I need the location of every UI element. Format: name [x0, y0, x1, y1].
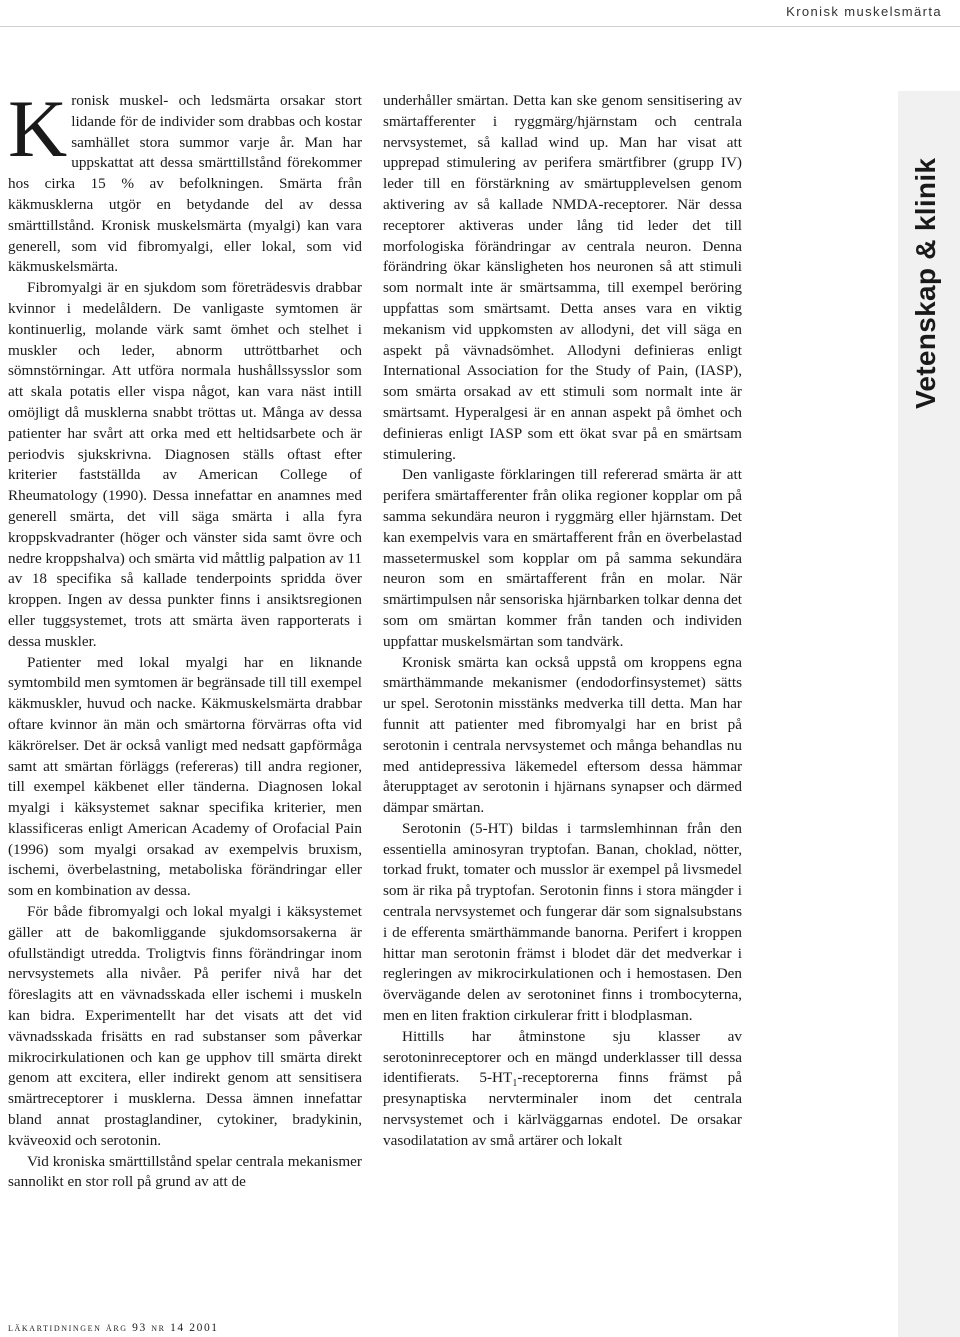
running-head-title: Kronisk muskelsmärta — [786, 4, 942, 19]
paragraph-intro — [8, 83, 362, 278]
left-column — [8, 83, 362, 1193]
paragraph-sensitisering: underhåller smärtan. Detta kan ske genom sensitisering av smärtafferenter i ryggmärg/hjärnstam och centrala nervsystemet, så kallad wind up. Man har visat att upprepad stimulering av perifera smärtfibrer (grupp IV) leder till en förstärkning av smärtupplevelsen genom aktivering av så kallade NMDA-receptorer. När dessa receptorer aktiveras under lång tid leder det till morfologiska förändringar av centrala neuron. Denna förändring ökar känsligheten hos neuronen så att stimuli som normalt inte är smärtsamma, till exempel beröring uppfattas som smärtsamt. Detta anses vara en viktig mekanism vid uppkomsten av allodyni, det vill säga en aspekt på vävnadsömhet. Allodyni definieras enligt International Association for the Study of Pain, (IASP), som smärta orsakad av ett stimuli som normalt inte är smärtsamt. Hyperalgesi är en annan aspekt på ömhet och definieras enligt IASP som ett ökat svar på en smärtsam stimulering. — [383, 92, 742, 463]
running-head — [0, 0, 960, 27]
receptor-text-after: -receptorerna finns främst på presynaptiska nervterminaler inom det centrala nervsystemet och i kärlväggarnas endotel. De orsakar vasodilatation av små artärer och lokalt — [383, 1069, 742, 1149]
receptor-text-before: Hittills har åtminstone sju klasser av serotoninreceptorer och en mängd underklasser till dessa identifierats. 5-HT — [383, 1027, 742, 1087]
paragraph-refererad-smarta: Den vanligaste förklaringen till refererad smärta är att perifera smärtafferenter från olika regioner kopplar om på samma sekundära neuron i ryggmärg eller hjärnstam. Det kan exempelvis vara en smärtafferent från en överbelastad massetermuskel som kopplar om på samma sekundära neuron som en smärtafferent från en molar. När smärtimpulsen når sensoriska hjärnbarken tolkar denna det som om smärtan kommer från tanden och individen uppfattar muskelsmärtan som tandvärk. — [383, 466, 742, 650]
journal-footer: läkartidningen årg 93 nr 14 2001 — [8, 1322, 219, 1334]
paragraph-centrala-mekanismer: Vid kroniska smärttillstånd spelar centrala mekanismer sannolikt en stor roll på grund av att de — [8, 1152, 362, 1191]
paragraph-smarthammande: Kronisk smärta kan också uppstå om kroppens egna smärthämmande mekanismer (endodorfinsystemet) sätts ur spel. Serotonin misstänks medverka till detta. Man har funnit att patienter med fibromyalgi har en brist på serotonin i centrala nervsystemet och många behandlas nu med antidepressiva läkemedel eftersom dessa hämmar återupptaget av serotonin i hjärnans synapser och därmed dämpar smärtan. — [383, 653, 742, 817]
paragraph-lokal-myalgi: Patienter med lokal myalgi har en liknande symtombild men symtomen är begränsade till till exempel käkmuskler, huvud och nacke. Käkmuskelsmärta drabbar oftare kvinnor än män och smärtorna förvärras ofta vid käkrörelser. Det är också vanligt med nedsatt gapförmåga samt att smärtan förläggs (refereras) till andra regioner, till exempel käkbenet eller tänderna. Diagnosen lokal myalgi i käksystemet saknar specifika kriterier, men klassificeras enligt American Academy of Orofacial Pain (1996) som myalgi orsakad av exempelvis bruxism, ischemi, överbelastning, metaboliska förändringar eller som en kombination av dessa. — [8, 653, 362, 900]
right-column — [383, 91, 742, 1152]
paragraph-serotonin: Serotonin (5-HT) bildas i tarmslemhinnan från den essentiella aminosyran tryptofan. Banan, choklad, nötter, torkad frukt, tomater och musslor är exempel på livsmedel som är rika på tryptofan. Serotonin finns i stora mängder i centrala nervsystemet och fungerar där som signalsubstans i de efferenta smärthämmande banorna. Perifert i kroppen hittar man serotonin främst i blodet där det medverkar i regleringen av mikrocirkulationen och i hemostasen. Den övervägande delen av serotoninet finns i trombocyterna, men en liten fraktion cirkulerar fritt i blodplasman. — [383, 819, 742, 1025]
section-label: Vetenskap & klinik — [910, 157, 941, 409]
section-sidebar — [898, 91, 960, 1337]
receptor-subscript: 1 — [512, 1078, 518, 1090]
paragraph-receptorer — [383, 1027, 742, 1152]
paragraph-intro-text: ronisk muskel- och ledsmärta orsakar stort lidande för de individer som drabbas och kostar samhället stora summor varje år. Man har uppskattat att dessa smärttillstånd förekommer hos cirka 15 % av befolkningen. Smärta från käkmusklerna utgör en betydande del av dessa smärttillstånd. Kronisk muskelsmärta (myalgi) kan vara generell, som vid fibromyalgi, eller lokal, som vid käkmuskelsmärta. — [8, 92, 362, 276]
drop-cap: K — [8, 83, 68, 174]
paragraph-fibromyalgi: Fibromyalgi är en sjukdom som företrädesvis drabbar kvinnor i medelåldern. De vanligaste symtomen är kontinuerlig, molande värk samt ömhet och stelhet i muskler och leder, abnorm uttröttbarhet och sömnstörningar. Att utföra normala hushållssysslor som att skala potatis eller vispa något, kan vara näst intill omöjligt då musklerna snabbt tröttas ut. Många av dessa patienter har svårt att orka med ett heltidsarbete och är periodvis sjukskrivna. Diagnosen ställs oftast efter kriterier fastställda av American College of Rheumatology (1990). Dessa innefattar en anamnes med generell smärta, det vill säga smärta i alla fyra kroppskvadranter (höger och vänster sida samt övre och nedre kroppshalva) och smärta vid måttlig palpation av 11 av 18 specifika så kallade tenderpoints spridda över kroppen. Ingen av dessa punkter finns i ansiktsregionen eller tuggsystemet, trots att smärta även rapporterats i dessa muskler. — [8, 279, 362, 650]
paragraph-sjukdomsorsaker: För både fibromyalgi och lokal myalgi i käksystemet gäller att de bakomliggande sjukdomsorsakerna är ofullständigt utredda. Troligtvis finns förändringar inom nervsystemets alla nivåer. På perifer nivå har det föreslagits att en vävnadsskada eller ischemi i muskeln kan bidra. Experimentellt har det visats att det vid vävnadsskada frisätts en rad substanser som påverkar mikrocirkulationen och kan ge upphov till smärta direkt genom att excitera, eller indirekt genom att sensitisera smärtreceptorer i musklerna. Dessa ämnen innefattar bland annat prostaglandiner, cytokiner, bradykinin, kväveoxid och serotonin. — [8, 903, 362, 1149]
